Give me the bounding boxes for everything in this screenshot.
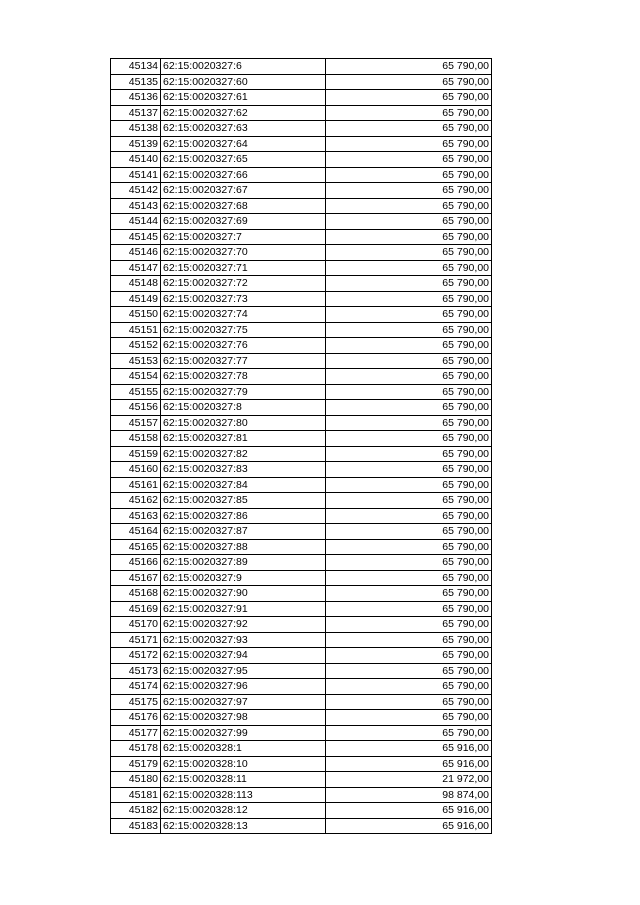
- row-number-cell: 45160: [111, 462, 161, 478]
- cadastral-number-cell: 62:15:0020328:113: [161, 787, 326, 803]
- row-number-cell: 45155: [111, 384, 161, 400]
- cadastral-number-cell: 62:15:0020327:84: [161, 477, 326, 493]
- cadastral-number-cell: 62:15:0020327:93: [161, 632, 326, 648]
- row-number-cell: 45167: [111, 570, 161, 586]
- amount-cell: 65 790,00: [326, 229, 492, 245]
- amount-cell: 65 790,00: [326, 415, 492, 431]
- cadastral-number-cell: 62:15:0020327:9: [161, 570, 326, 586]
- cadastral-number-cell: 62:15:0020327:81: [161, 431, 326, 447]
- amount-cell: 65 790,00: [326, 462, 492, 478]
- cadastral-number-cell: 62:15:0020327:92: [161, 617, 326, 633]
- row-number-cell: 45165: [111, 539, 161, 555]
- table-row: [111, 818, 492, 834]
- amount-cell: 65 790,00: [326, 384, 492, 400]
- amount-cell: 65 790,00: [326, 493, 492, 509]
- row-number-cell: 45153: [111, 353, 161, 369]
- table-row: [111, 555, 492, 571]
- row-number-cell: 45141: [111, 167, 161, 183]
- amount-cell: 65 790,00: [326, 136, 492, 152]
- row-number-cell: 45177: [111, 725, 161, 741]
- amount-cell: 65 790,00: [326, 322, 492, 338]
- table-row: [111, 694, 492, 710]
- table-row: [111, 136, 492, 152]
- cadastral-number-cell: 62:15:0020327:76: [161, 338, 326, 354]
- cadastral-number-cell: 62:15:0020327:73: [161, 291, 326, 307]
- amount-cell: 65 790,00: [326, 152, 492, 168]
- data-table: [110, 58, 492, 834]
- table-row: [111, 524, 492, 540]
- table-row: [111, 663, 492, 679]
- row-number-cell: 45142: [111, 183, 161, 199]
- row-number-cell: 45150: [111, 307, 161, 323]
- table-row: [111, 338, 492, 354]
- row-number-cell: 45156: [111, 400, 161, 416]
- row-number-cell: 45144: [111, 214, 161, 230]
- table-body: [111, 59, 492, 834]
- amount-cell: 65 790,00: [326, 74, 492, 90]
- table-row: [111, 229, 492, 245]
- amount-cell: 65 790,00: [326, 539, 492, 555]
- cadastral-number-cell: 62:15:0020327:79: [161, 384, 326, 400]
- row-number-cell: 45161: [111, 477, 161, 493]
- table-row: [111, 570, 492, 586]
- amount-cell: 65 790,00: [326, 276, 492, 292]
- cadastral-number-cell: 62:15:0020327:62: [161, 105, 326, 121]
- row-number-cell: 45154: [111, 369, 161, 385]
- table-row: [111, 415, 492, 431]
- table-row: [111, 152, 492, 168]
- cadastral-number-cell: 62:15:0020327:6: [161, 59, 326, 75]
- amount-cell: 65 790,00: [326, 725, 492, 741]
- row-number-cell: 45148: [111, 276, 161, 292]
- row-number-cell: 45159: [111, 446, 161, 462]
- cadastral-number-cell: 62:15:0020327:67: [161, 183, 326, 199]
- table-row: [111, 601, 492, 617]
- cadastral-number-cell: 62:15:0020327:83: [161, 462, 326, 478]
- table-row: [111, 679, 492, 695]
- table-row: [111, 353, 492, 369]
- table-row: [111, 322, 492, 338]
- cadastral-number-cell: 62:15:0020327:89: [161, 555, 326, 571]
- table-row: [111, 508, 492, 524]
- table-row: [111, 586, 492, 602]
- row-number-cell: 45170: [111, 617, 161, 633]
- table-row: [111, 446, 492, 462]
- table-row: [111, 539, 492, 555]
- table-row: [111, 710, 492, 726]
- row-number-cell: 45183: [111, 818, 161, 834]
- row-number-cell: 45151: [111, 322, 161, 338]
- amount-cell: 65 790,00: [326, 59, 492, 75]
- row-number-cell: 45143: [111, 198, 161, 214]
- table-row: [111, 307, 492, 323]
- amount-cell: 65 790,00: [326, 431, 492, 447]
- amount-cell: 65 790,00: [326, 400, 492, 416]
- row-number-cell: 45181: [111, 787, 161, 803]
- table-row: [111, 260, 492, 276]
- cadastral-number-cell: 62:15:0020327:96: [161, 679, 326, 695]
- amount-cell: 65 790,00: [326, 601, 492, 617]
- table-row: [111, 756, 492, 772]
- cadastral-number-cell: 62:15:0020327:98: [161, 710, 326, 726]
- row-number-cell: 45140: [111, 152, 161, 168]
- amount-cell: 65 916,00: [326, 803, 492, 819]
- amount-cell: 65 790,00: [326, 90, 492, 106]
- row-number-cell: 45134: [111, 59, 161, 75]
- row-number-cell: 45136: [111, 90, 161, 106]
- amount-cell: 65 790,00: [326, 105, 492, 121]
- cadastral-number-cell: 62:15:0020327:87: [161, 524, 326, 540]
- cadastral-number-cell: 62:15:0020327:97: [161, 694, 326, 710]
- amount-cell: 65 790,00: [326, 183, 492, 199]
- cadastral-number-cell: 62:15:0020327:69: [161, 214, 326, 230]
- cadastral-number-cell: 62:15:0020327:82: [161, 446, 326, 462]
- cadastral-number-cell: 62:15:0020327:74: [161, 307, 326, 323]
- amount-cell: 65 790,00: [326, 648, 492, 664]
- table-row: [111, 648, 492, 664]
- cadastral-number-cell: 62:15:0020327:77: [161, 353, 326, 369]
- amount-cell: 65 790,00: [326, 632, 492, 648]
- row-number-cell: 45163: [111, 508, 161, 524]
- row-number-cell: 45149: [111, 291, 161, 307]
- row-number-cell: 45174: [111, 679, 161, 695]
- cadastral-number-cell: 62:15:0020327:86: [161, 508, 326, 524]
- amount-cell: 65 790,00: [326, 260, 492, 276]
- row-number-cell: 45178: [111, 741, 161, 757]
- amount-cell: 98 874,00: [326, 787, 492, 803]
- cadastral-number-cell: 62:15:0020327:60: [161, 74, 326, 90]
- amount-cell: 65 790,00: [326, 524, 492, 540]
- amount-cell: 65 790,00: [326, 198, 492, 214]
- cadastral-number-cell: 62:15:0020327:88: [161, 539, 326, 555]
- amount-cell: 65 916,00: [326, 756, 492, 772]
- amount-cell: 65 790,00: [326, 353, 492, 369]
- amount-cell: 65 790,00: [326, 446, 492, 462]
- cadastral-number-cell: 62:15:0020327:90: [161, 586, 326, 602]
- row-number-cell: 45176: [111, 710, 161, 726]
- table-row: [111, 74, 492, 90]
- amount-cell: 65 790,00: [326, 477, 492, 493]
- amount-cell: 65 790,00: [326, 291, 492, 307]
- table-row: [111, 167, 492, 183]
- row-number-cell: 45169: [111, 601, 161, 617]
- table-row: [111, 462, 492, 478]
- table-row: [111, 369, 492, 385]
- table-row: [111, 121, 492, 137]
- row-number-cell: 45168: [111, 586, 161, 602]
- amount-cell: 65 916,00: [326, 741, 492, 757]
- cadastral-number-cell: 62:15:0020327:94: [161, 648, 326, 664]
- table-row: [111, 90, 492, 106]
- table-row: [111, 183, 492, 199]
- table-row: [111, 787, 492, 803]
- amount-cell: 21 972,00: [326, 772, 492, 788]
- cadastral-number-cell: 62:15:0020327:71: [161, 260, 326, 276]
- table-row: [111, 632, 492, 648]
- table-row: [111, 400, 492, 416]
- table-row: [111, 245, 492, 261]
- cadastral-number-cell: 62:15:0020328:13: [161, 818, 326, 834]
- cadastral-number-cell: 62:15:0020327:72: [161, 276, 326, 292]
- row-number-cell: 45139: [111, 136, 161, 152]
- amount-cell: 65 790,00: [326, 555, 492, 571]
- table-row: [111, 214, 492, 230]
- cadastral-number-cell: 62:15:0020327:70: [161, 245, 326, 261]
- table-row: [111, 493, 492, 509]
- amount-cell: 65 790,00: [326, 121, 492, 137]
- table-row: [111, 741, 492, 757]
- amount-cell: 65 790,00: [326, 214, 492, 230]
- cadastral-number-cell: 62:15:0020327:61: [161, 90, 326, 106]
- row-number-cell: 45175: [111, 694, 161, 710]
- cadastral-number-cell: 62:15:0020327:85: [161, 493, 326, 509]
- row-number-cell: 45182: [111, 803, 161, 819]
- row-number-cell: 45135: [111, 74, 161, 90]
- row-number-cell: 45172: [111, 648, 161, 664]
- table-row: [111, 617, 492, 633]
- amount-cell: 65 790,00: [326, 245, 492, 261]
- cadastral-number-cell: 62:15:0020327:7: [161, 229, 326, 245]
- amount-cell: 65 790,00: [326, 167, 492, 183]
- amount-cell: 65 916,00: [326, 818, 492, 834]
- amount-cell: 65 790,00: [326, 694, 492, 710]
- row-number-cell: 45158: [111, 431, 161, 447]
- row-number-cell: 45147: [111, 260, 161, 276]
- row-number-cell: 45152: [111, 338, 161, 354]
- cadastral-number-cell: 62:15:0020327:78: [161, 369, 326, 385]
- table-row: [111, 477, 492, 493]
- cadastral-number-cell: 62:15:0020327:66: [161, 167, 326, 183]
- row-number-cell: 45164: [111, 524, 161, 540]
- table-row: [111, 725, 492, 741]
- amount-cell: 65 790,00: [326, 586, 492, 602]
- cadastral-number-cell: 62:15:0020328:10: [161, 756, 326, 772]
- cadastral-number-cell: 62:15:0020328:1: [161, 741, 326, 757]
- row-number-cell: 45162: [111, 493, 161, 509]
- row-number-cell: 45146: [111, 245, 161, 261]
- cadastral-number-cell: 62:15:0020327:8: [161, 400, 326, 416]
- table-row: [111, 276, 492, 292]
- amount-cell: 65 790,00: [326, 710, 492, 726]
- amount-cell: 65 790,00: [326, 338, 492, 354]
- table-row: [111, 431, 492, 447]
- table-row: [111, 291, 492, 307]
- table-row: [111, 384, 492, 400]
- row-number-cell: 45179: [111, 756, 161, 772]
- table-row: [111, 772, 492, 788]
- amount-cell: 65 790,00: [326, 369, 492, 385]
- cadastral-number-cell: 62:15:0020328:12: [161, 803, 326, 819]
- cadastral-number-cell: 62:15:0020328:11: [161, 772, 326, 788]
- amount-cell: 65 790,00: [326, 617, 492, 633]
- cadastral-number-cell: 62:15:0020327:80: [161, 415, 326, 431]
- row-number-cell: 45171: [111, 632, 161, 648]
- amount-cell: 65 790,00: [326, 679, 492, 695]
- amount-cell: 65 790,00: [326, 663, 492, 679]
- amount-cell: 65 790,00: [326, 508, 492, 524]
- table-row: [111, 59, 492, 75]
- table-row: [111, 105, 492, 121]
- row-number-cell: 45173: [111, 663, 161, 679]
- cadastral-number-cell: 62:15:0020327:64: [161, 136, 326, 152]
- row-number-cell: 45166: [111, 555, 161, 571]
- row-number-cell: 45180: [111, 772, 161, 788]
- row-number-cell: 45137: [111, 105, 161, 121]
- amount-cell: 65 790,00: [326, 307, 492, 323]
- cadastral-number-cell: 62:15:0020327:65: [161, 152, 326, 168]
- cadastral-number-cell: 62:15:0020327:68: [161, 198, 326, 214]
- cadastral-number-cell: 62:15:0020327:99: [161, 725, 326, 741]
- cadastral-number-cell: 62:15:0020327:91: [161, 601, 326, 617]
- row-number-cell: 45138: [111, 121, 161, 137]
- cadastral-number-cell: 62:15:0020327:95: [161, 663, 326, 679]
- amount-cell: 65 790,00: [326, 570, 492, 586]
- row-number-cell: 45145: [111, 229, 161, 245]
- cadastral-number-cell: 62:15:0020327:75: [161, 322, 326, 338]
- cadastral-number-cell: 62:15:0020327:63: [161, 121, 326, 137]
- table-row: [111, 803, 492, 819]
- table-row: [111, 198, 492, 214]
- row-number-cell: 45157: [111, 415, 161, 431]
